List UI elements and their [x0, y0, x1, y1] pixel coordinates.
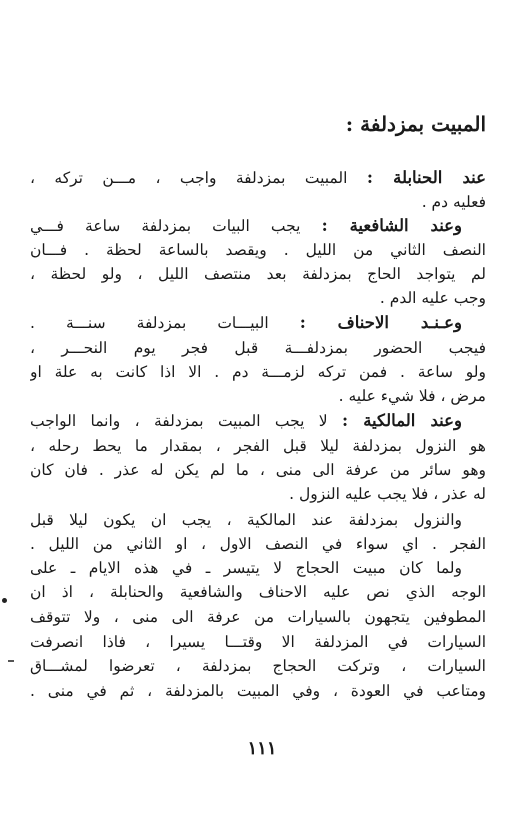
- line-text: السيارات ، وتركت الحجاج بمزدلفة ، تعرضوا لمشـــاق: [30, 657, 486, 675]
- text-line: [30, 216, 462, 236]
- line-label: وعـنـد الاحناف :: [299, 313, 462, 332]
- line-text: فيجب الحضور بمزدلفـــة قبل فجر يوم النحـــر ،: [30, 339, 486, 357]
- page-number: ١١١: [247, 738, 277, 759]
- line-text: لم يتواجد الحاج بمزدلفة بعد منتصف الليل ، ولو لحظة ،: [30, 265, 486, 283]
- line-text: وهو سائر من عرفة الى منى ، ما لم يكن له عذر . فان كان: [30, 461, 486, 479]
- line-text: يجب البيات بمزدلفة ساعة فـــي: [30, 217, 322, 235]
- line-text: السيارات في المزدلفة الا وقتـــا يسيرا ، فاذا انصرفت: [30, 633, 486, 651]
- line-text: لا يجب المبيت بمزدلفة ، وانما الواجب: [30, 412, 342, 430]
- text-line: [30, 338, 486, 358]
- line-text: وجب عليه الدم .: [379, 289, 486, 307]
- text-line: [30, 460, 486, 480]
- line-text: مرض ، فلا شيء عليه .: [338, 387, 486, 405]
- section-heading: المبيت بمزدلفة :: [345, 112, 486, 136]
- text-line: [30, 168, 486, 188]
- line-label: عند الحنابلة :: [366, 168, 486, 187]
- text-line: [339, 386, 486, 406]
- line-text: هو النزول بمزدلفة ليلا قبل الفجر ، بمقدار ما يحط رحله ،: [30, 437, 486, 455]
- line-text: ومتاعب في العودة ، وفي المبيت بالمزدلفة ، ثم في منى .: [30, 682, 486, 700]
- text-line: [30, 510, 462, 530]
- margin-mark: [8, 660, 14, 662]
- text-line: [30, 681, 486, 701]
- text-line: [30, 313, 462, 333]
- line-label: وعند المالكية :: [341, 411, 462, 430]
- text-line: [30, 582, 486, 602]
- text-line: [30, 411, 462, 431]
- line-text: ولما كان مبيت الحجاج لا يتيسر ـ في هذه الايام ـ على: [30, 559, 462, 577]
- text-line: [30, 632, 486, 652]
- line-text: المطوفين يتجهون بالسيارات من عرفة الى منى ، ولا تتوقف: [30, 608, 486, 626]
- text-line: [30, 607, 486, 627]
- line-text: البيـــات بمزدلفة سنـــة .: [30, 314, 300, 332]
- text-line: [422, 192, 486, 212]
- line-text: فعليه دم .: [421, 193, 486, 211]
- text-line: [30, 240, 486, 260]
- line-text: والنزول بمزدلفة عند المالكية ، يجب ان يكون ليلا قبل: [30, 511, 462, 529]
- line-text: له عذر ، فلا يجب عليه النزول .: [289, 485, 486, 503]
- line-text: ولو ساعة . فمن تركه لزمـــة دم . الا اذا كانت به علة او: [30, 363, 486, 381]
- line-label: وعند الشافعية :: [321, 216, 462, 235]
- text-line: [380, 288, 486, 308]
- text-line: [289, 484, 486, 504]
- text-line: [30, 656, 486, 676]
- text-line: [30, 436, 486, 456]
- line-text: الفجر . اي سواء في النصف الاول ، او الثاني من الليل .: [30, 535, 486, 553]
- text-line: [30, 362, 486, 382]
- margin-mark: [2, 598, 7, 603]
- text-line: [30, 558, 462, 578]
- text-line: [30, 264, 486, 284]
- text-line: [30, 534, 486, 554]
- line-text: النصف الثاني من الليل . ويقصد بالساعة لحظة . فـــان: [30, 241, 486, 259]
- line-text: المبيت بمزدلفة واجب ، مـــن تركه ،: [30, 169, 367, 187]
- line-text: الوجه الذي نص عليه الاحناف والشافعية والحنابلة ، اذ ان: [30, 583, 486, 601]
